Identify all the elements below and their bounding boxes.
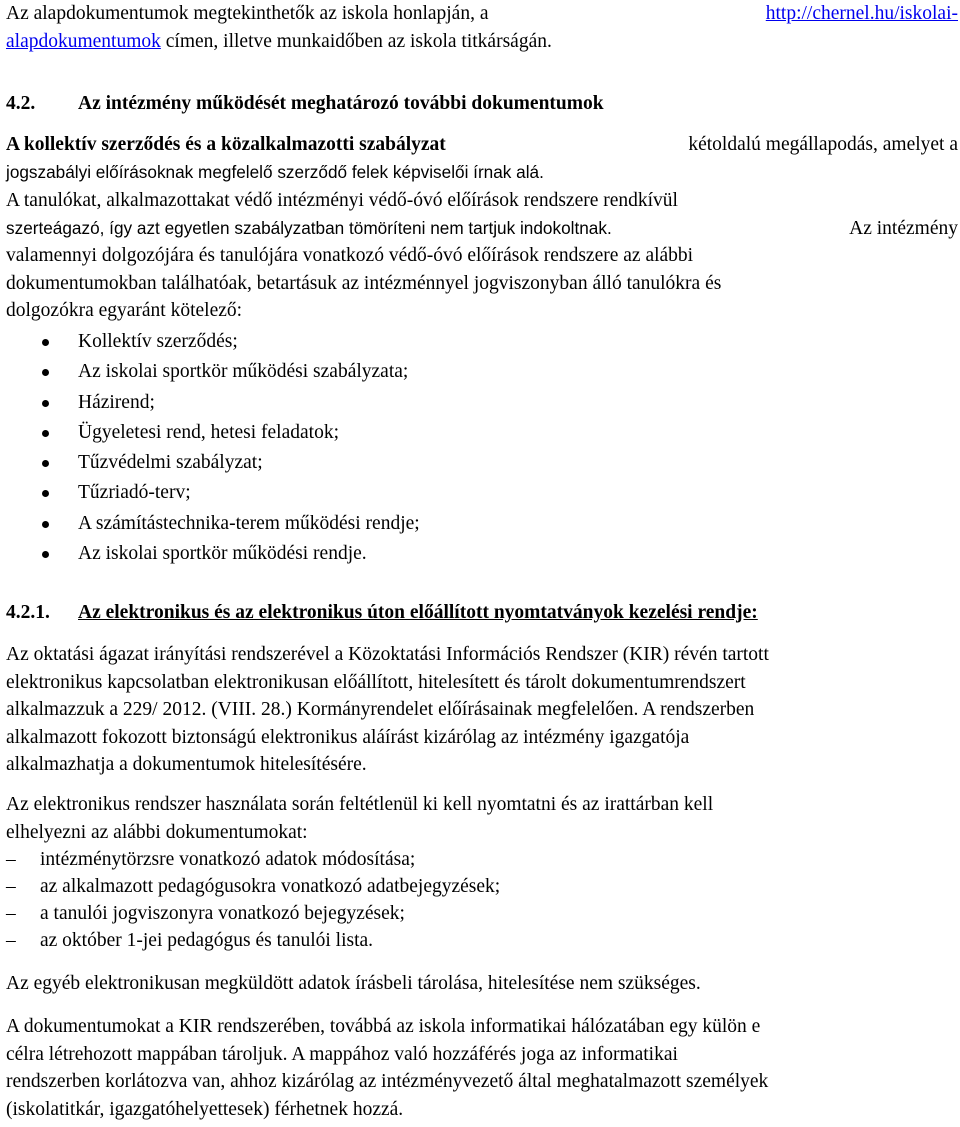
paragraph-text: alkalmazott fokozott biztonságú elektronikus aláírást kizárólag az intézmény igazgatója — [6, 726, 690, 748]
dash-marker: – — [6, 930, 16, 951]
school-documents-link-continued[interactable]: alapdokumentumok — [6, 30, 161, 52]
section-title: Az intézmény működését meghatározó további dokumentumok — [78, 93, 604, 114]
paragraph-line — [6, 669, 958, 697]
paragraph-line — [6, 791, 958, 819]
collective-agreement-paragraph — [6, 131, 958, 186]
folder-access-paragraph — [6, 1013, 958, 1123]
paragraph-text: alkalmazzuk a 229/ 2012. (VIII. 28.) Kormányrendelet előírásainak megfelelően. A rendszerben — [6, 699, 755, 720]
paragraph-text: Az elektronikus rendszer használata során feltétlenül ki kell nyomtatni és az irattárban kell — [6, 794, 714, 815]
paragraph-text: (iskolatitkár, igazgatóhelyettesek) férhetnek hozzá. — [6, 1098, 404, 1120]
paragraph-text: Az oktatási ágazat irányítási rendszerével a Közoktatási Információs Rendszer (KIR) révén tartott — [6, 644, 769, 665]
list-item — [6, 388, 958, 418]
bullet-icon — [42, 490, 49, 497]
dash-marker: – — [6, 903, 16, 924]
list-item-text: Ügyeletesi rend, hetesi feladatok; — [78, 421, 339, 443]
list-item-text: A számítástechnika-terem működési rendje; — [78, 512, 420, 534]
paragraph-text: alkalmazhatja a dokumentumok hitelesítésére. — [6, 754, 367, 775]
list-item — [6, 357, 958, 387]
list-item-text: intézménytörzsre vonatkozó adatok módosítása; — [40, 849, 416, 870]
intro-text-suffix: címen, illetve munkaidőben az iskola titkárságán. — [165, 30, 552, 52]
paragraph-text: elhelyezni az alábbi dokumentumokat: — [6, 821, 308, 843]
bullet-icon — [42, 339, 49, 346]
list-item-text: Házirend; — [78, 391, 155, 413]
documents-bullet-list — [6, 327, 958, 569]
print-documents-list — [6, 846, 958, 954]
intro-text: Az alapdokumentumok megtekinthetők az iskola honlapján, a — [6, 3, 489, 24]
list-item-text: Az iskolai sportkör működési rendje. — [78, 543, 367, 565]
list-item — [6, 846, 958, 873]
storage-paragraph: Az egyéb elektronikusan megküldött adatok írásbeli tárolása, hitelesítése nem szükséges. — [6, 973, 701, 994]
paragraph-line — [6, 1068, 958, 1096]
paragraph-text: valamennyi dolgozójára és tanulójára vonatkozó védő-óvó előírások rendszere az alábbi — [6, 245, 694, 266]
bullet-icon — [42, 369, 49, 376]
list-item — [6, 900, 958, 927]
list-item — [6, 509, 958, 539]
list-item — [6, 873, 958, 900]
paragraph-text: A tanulókat, alkalmazottakat védő intézményi védő-óvó előírások rendszere rendkívül — [6, 190, 678, 211]
section-4-2-heading — [6, 90, 958, 118]
bullet-icon — [42, 430, 49, 437]
section-title: Az elektronikus és az elektronikus úton előállított nyomtatványok kezelési rendje: — [78, 602, 758, 623]
paragraph-line — [6, 270, 958, 298]
list-item-text: Tűzriadó-terv; — [78, 482, 191, 504]
paragraph-line — [6, 242, 958, 270]
list-item-text: Kollektív szerződés; — [78, 331, 238, 352]
list-item — [6, 327, 958, 357]
list-item — [6, 478, 958, 508]
paragraph-text: kétoldalú megállapodás, amelyet a — [688, 134, 958, 155]
section-number: 4.2. — [6, 93, 36, 114]
print-requirement-paragraph — [6, 791, 958, 846]
dash-marker: – — [6, 849, 16, 870]
paragraph-text: rendszerben korlátozva van, ahhoz kizárólag az intézményvezető által meghatalmazott személyek — [6, 1071, 769, 1092]
kir-paragraph — [6, 641, 958, 779]
paragraph-text: szerteágazó, így azt egyetlen szabályzatban tömöríteni nem tartjuk indokoltnak. — [6, 217, 612, 238]
list-item-text: a tanulói jogviszonyra vonatkozó bejegyzések; — [40, 903, 405, 924]
paragraph-text: dolgozókra egyaránt kötelező: — [6, 300, 243, 321]
section-number: 4.2.1. — [6, 602, 50, 623]
school-documents-link[interactable]: http://chernel.hu/iskolai- — [765, 3, 958, 24]
paragraph-text: A dokumentumokat a KIR rendszerében, továbbá az iskola informatikai hálózatában egy külön e — [6, 1016, 761, 1037]
paragraph-text: célra létrehozott mappában tároljuk. A mappához való hozzáférés joga az informatikai — [6, 1043, 678, 1065]
paragraph-line — [6, 131, 958, 159]
list-item-text: az október 1-jei pedagógus és tanulói lista. — [40, 930, 374, 951]
dash-marker: – — [6, 876, 16, 897]
bold-phrase: A kollektív szerződés és a közalkalmazotti szabályzat — [6, 134, 446, 155]
intro-line-2 — [6, 28, 958, 56]
paragraph-line — [6, 724, 958, 752]
paragraph-text: dokumentumokban találhatóak, betartásuk az intézménnyel jogviszonyban álló tanulókra és — [6, 272, 722, 294]
bullet-icon — [42, 551, 49, 558]
paragraph-line — [6, 1041, 958, 1069]
intro-line-1 — [6, 0, 958, 28]
bullet-icon — [42, 460, 49, 467]
paragraph-text: jogszabályi előírásoknak megfelelő szerződő felek képviselői írnak alá. — [6, 161, 544, 182]
paragraph-line — [6, 187, 958, 215]
list-item — [6, 418, 958, 448]
bullet-icon — [42, 521, 49, 528]
intro-paragraph — [6, 0, 958, 55]
paragraph-line — [6, 215, 958, 243]
section-4-2-1-heading — [6, 599, 958, 627]
paragraph-text: Az intézmény — [849, 217, 958, 239]
bullet-icon — [42, 400, 49, 407]
list-item — [6, 448, 958, 478]
paragraph-line — [6, 641, 958, 669]
paragraph-text: elektronikus kapcsolatban elektronikusan előállított, hitelesített és tárolt dokumentumrendszert — [6, 671, 746, 693]
list-item — [6, 539, 958, 569]
paragraph-line — [6, 696, 958, 724]
list-item-text: Az iskolai sportkör működési szabályzata; — [78, 361, 409, 383]
list-item-text: Tűzvédelmi szabályzat; — [78, 452, 263, 474]
safety-rules-paragraph — [6, 187, 958, 325]
list-item-text: az alkalmazott pedagógusokra vonatkozó adatbejegyzések; — [40, 876, 501, 897]
paragraph-line — [6, 1013, 958, 1041]
list-item — [6, 927, 958, 954]
